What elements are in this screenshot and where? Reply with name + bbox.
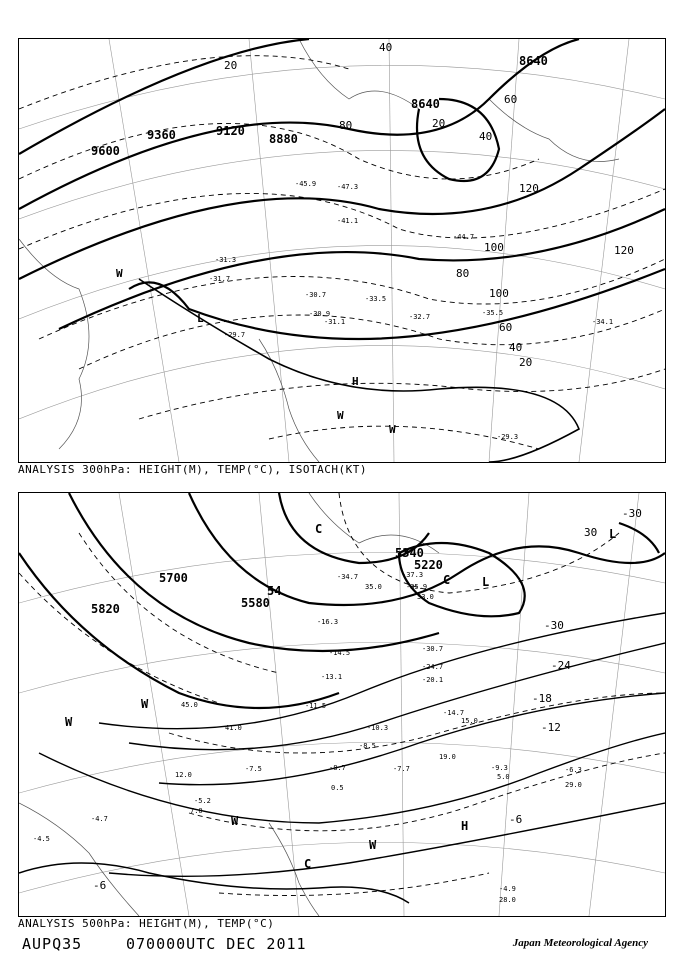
isotherm-label: -6 (93, 879, 107, 892)
obs-label: -34.7 (337, 573, 359, 581)
isotach-label: 40 (479, 130, 493, 143)
height-label: 54 (267, 584, 282, 598)
isotherm-label: -24 (551, 659, 571, 672)
temp-label: -29.3 (497, 433, 519, 441)
obs-label: -35.9 (406, 583, 428, 591)
isotach-label: 120 (614, 244, 634, 257)
obs-label: -14.7 (443, 709, 465, 717)
height-label: 9360 (147, 128, 176, 142)
high-pressure-mark: H (461, 819, 469, 833)
isotherms (19, 493, 665, 896)
isotach-label: 120 (519, 182, 539, 195)
isotach-label: 40 (509, 341, 523, 354)
temp-label: -47.3 (337, 183, 359, 191)
isotherm-label: -30 (622, 507, 642, 520)
obs-label: -4.7 (91, 815, 108, 823)
isotach-label: 20 (432, 117, 446, 130)
obs-label: -6.3 (565, 766, 582, 774)
obs-value: 12.0 (175, 771, 192, 779)
obs-label: -10.3 (367, 724, 389, 732)
temp-label: -45.9 (295, 180, 317, 188)
upper-air-chart-500hpa (18, 492, 666, 917)
temp-label: -41.1 (337, 217, 359, 225)
warm-mark: W (231, 814, 239, 828)
obs-value: 7.0 (190, 807, 203, 815)
obs-label: -8.5 (359, 742, 376, 750)
obs-label: -30.7 (422, 645, 444, 653)
obs-label: -13.1 (321, 673, 343, 681)
obs-label: -11.5 (305, 702, 327, 710)
isotherm-label: -6 (509, 813, 523, 826)
cold-mark: C (304, 857, 312, 871)
obs-value: 5.0 (497, 773, 510, 781)
warm-mark: W (116, 267, 123, 280)
obs-label: -16.3 (317, 618, 339, 626)
obs-label: -4.5 (33, 835, 50, 843)
height-label: 9120 (216, 124, 245, 138)
chart-500hpa-caption: ANALYSIS 500hPa: HEIGHT(M), TEMP(°C) (18, 917, 275, 930)
temp-label: -31.7 (209, 275, 231, 283)
warm-mark: W (389, 423, 396, 436)
temp-label: -34.1 (592, 318, 614, 326)
warm-mark: W (65, 715, 73, 729)
height-label: 8640 (411, 97, 440, 111)
height-label: 5580 (241, 596, 270, 610)
isotach-label: 60 (504, 93, 518, 106)
obs-label: -14.5 (329, 649, 351, 657)
obs-label: -8.7 (329, 764, 346, 772)
obs-label: -5.2 (194, 797, 211, 805)
coastline (19, 39, 619, 462)
high-pressure-mark: H (352, 375, 359, 388)
height-label: 5340 (395, 546, 424, 560)
isotach-label: 40 (379, 41, 393, 54)
isotach-label: 80 (456, 267, 470, 280)
obs-value: 29.0 (565, 781, 582, 789)
cold-mark: C (315, 522, 323, 536)
temp-label: -31.1 (324, 318, 346, 326)
product-code: AUPQ35 (22, 935, 83, 953)
isotherm-label: -18 (532, 692, 552, 705)
cold-mark: C (443, 573, 451, 587)
obs-value: 33.0 (417, 593, 434, 601)
obs-label: -7.5 (245, 765, 262, 773)
isotherm-label: -12 (541, 721, 561, 734)
obs-value: 15.0 (461, 717, 478, 725)
low-pressure-mark: L (197, 312, 204, 325)
warm-mark: W (141, 697, 149, 711)
station-obs (33, 571, 582, 904)
obs-label: -4.9 (499, 885, 516, 893)
height-label: 8880 (269, 132, 298, 146)
height-label: 5700 (159, 571, 188, 585)
obs-value: 19.0 (439, 753, 456, 761)
temp-label: -35.5 (482, 309, 504, 317)
chart-300hpa-canvas (19, 39, 665, 462)
graticule (19, 493, 665, 916)
height-label: 8640 (519, 54, 548, 68)
temp-label: -30.7 (305, 291, 327, 299)
temp-label: -33.5 (365, 295, 387, 303)
isotach-label: 80 (339, 119, 353, 132)
obs-label: -7.7 (393, 765, 410, 773)
height-label: 5220 (414, 558, 443, 572)
low-pressure-mark: L (482, 575, 490, 589)
obs-label: -37.3 (402, 571, 424, 579)
temp-label: -32.7 (409, 313, 431, 321)
obs-label: -9.3 (491, 764, 508, 772)
chart-300hpa-caption: ANALYSIS 300hPa: HEIGHT(M), TEMP(°C), ISOTACH(KT) (18, 463, 368, 476)
low-pressure-mark: L (609, 527, 617, 541)
agency-name: Japan Meteorological Agency (512, 937, 648, 949)
obs-value: 45.0 (181, 701, 198, 709)
height-label: 5820 (91, 602, 120, 616)
isotherm-label: -30 (544, 619, 564, 632)
baroclinic-outline (19, 863, 409, 903)
isotach-label: 20 (224, 59, 238, 72)
isotach-label: 100 (484, 241, 504, 254)
isotach-label: 100 (489, 287, 509, 300)
obs-value: 35.0 (365, 583, 382, 591)
height-labels (91, 546, 443, 616)
obs-label: -24.7 (422, 663, 444, 671)
obs-label: -20.1 (422, 676, 444, 684)
issue-time: 070000UTC DEC 2011 (126, 935, 307, 953)
temp-label: -44.7 (453, 233, 475, 241)
obs-value: 41.0 (225, 724, 242, 732)
temp-label: -29.7 (224, 331, 246, 339)
thermal-lines (39, 613, 665, 876)
chart-500hpa-canvas (19, 493, 665, 916)
isotach-label: 20 (519, 356, 533, 369)
obs-value: 28.0 (499, 896, 516, 904)
isotach-label: 60 (499, 321, 513, 334)
temp-label: -31.3 (215, 256, 237, 264)
height-label: 9600 (91, 144, 120, 158)
obs-value: 0.5 (331, 784, 344, 792)
isotherm-label: 30 (584, 526, 598, 539)
warm-mark: W (369, 838, 377, 852)
warm-mark: W (337, 409, 344, 422)
upper-air-chart-300hpa (18, 38, 666, 463)
temp-label: -30.9 (309, 310, 331, 318)
